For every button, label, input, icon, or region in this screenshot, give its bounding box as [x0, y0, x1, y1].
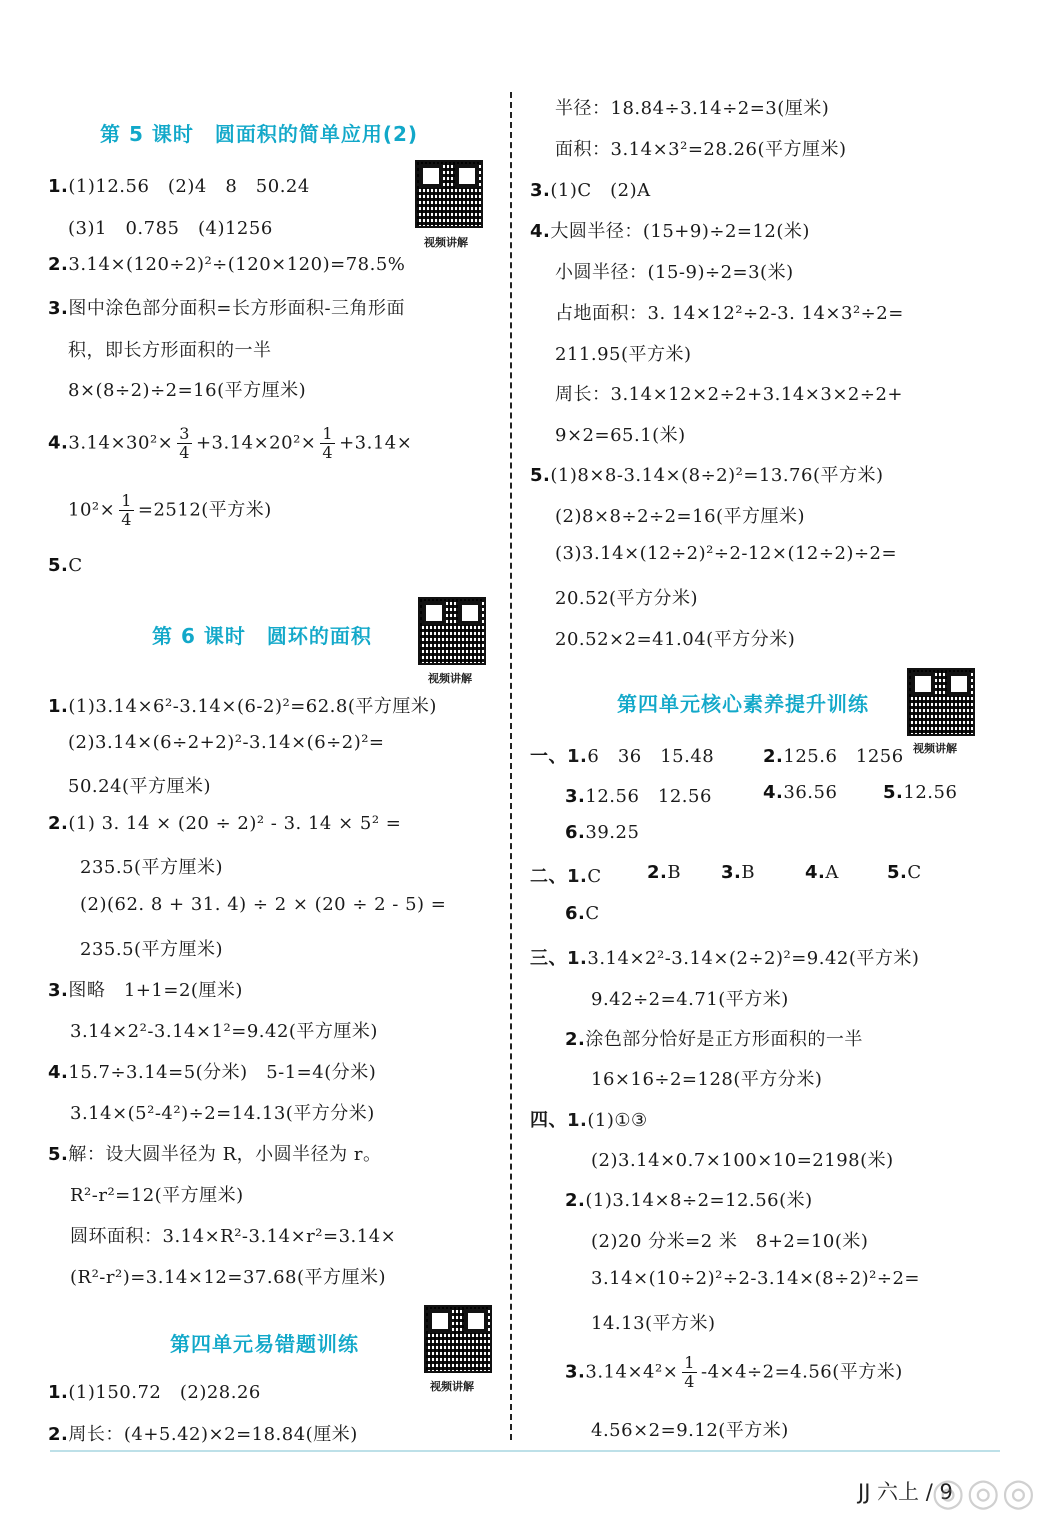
answer-line: 占地面积：3. 14×12²÷2-3. 14×3²÷2=: [555, 303, 904, 324]
answer-line: (3)3.14×(12÷2)²÷2-12×(12÷2)÷2=: [555, 543, 898, 564]
qr-code-icon[interactable]: [415, 160, 483, 228]
answer-line-fraction: 3.3.14×4²× $\frac{1}{4}$ -4×4÷2=4.56(平方米): [565, 1353, 903, 1391]
page-footer: JJ 六上 / 9: [858, 1480, 953, 1504]
answer-line: 9.42÷2=4.71(平方米): [591, 989, 789, 1010]
answer-line: 20.52×2=41.04(平方分米): [555, 629, 796, 650]
answer-line: 5.解：设大圆半径为 R，小圆半径为 r。: [48, 1144, 382, 1165]
answer-line: 2.B: [647, 862, 682, 883]
answer-line: 3.图中涂色部分面积=长方形面积-三角形面: [48, 298, 406, 319]
answer-line: 3.(1)C (2)A: [530, 180, 651, 201]
answer-line: 2.(1)3.14×8÷2=12.56(米): [565, 1190, 813, 1211]
answer-line: 小圆半径：(15-9)÷2=3(米): [555, 262, 794, 283]
answer-line: (2)3.14×0.7×100×10=2198(米): [591, 1150, 894, 1171]
section-title-error-practice: 第四单元易错题训练: [170, 1332, 359, 1356]
answer-line: 积，即长方形面积的一半: [68, 340, 272, 361]
answer-line: 3.14×(10÷2)²÷2-3.14×(8÷2)²÷2=: [591, 1268, 920, 1289]
answer-line: 4.56×2=9.12(平方米): [591, 1420, 789, 1441]
answer-line: 5.(1)8×8-3.14×(8÷2)²=13.76(平方米): [530, 465, 884, 486]
qr-label: 视频讲解: [913, 742, 957, 755]
watermark-logo: ◎◎◎: [931, 1470, 1037, 1514]
qr-label: 视频讲解: [424, 236, 468, 249]
answer-line: 2.125.6 1256: [763, 746, 904, 767]
answer-line: 3.14×2²-3.14×1²=9.42(平方厘米): [70, 1021, 378, 1042]
answer-line: 1.(1)150.72 (2)28.26: [48, 1382, 261, 1403]
answer-line: 周长：3.14×12×2÷2+3.14×3×2÷2+: [555, 384, 903, 405]
answer-line-fraction: 4.3.14×30²× $\frac{3}{4}$ +3.14×20²× $\frac{1}{4}$ +3.14×: [48, 424, 413, 462]
answer-line: 8×(8÷2)÷2=16(平方厘米): [68, 380, 307, 401]
answer-line: 4.15.7÷3.14=5(分米) 5-1=4(分米): [48, 1062, 377, 1083]
fraction: $\frac{1}{4}$: [684, 1353, 695, 1391]
answer-line: 3.图略 1+1=2(厘米): [48, 980, 243, 1001]
fraction: $\frac{1}{4}$: [322, 424, 334, 462]
answer-line: 一、1.6 36 15.48: [530, 746, 715, 767]
answer-line: 面积：3.14×3²=28.26(平方厘米): [555, 139, 847, 160]
column-divider: [510, 92, 512, 1440]
answer-line: 235.5(平方厘米): [80, 857, 224, 878]
answer-line: 50.24(平方厘米): [68, 776, 212, 797]
answer-line: 2.涂色部分恰好是正方形面积的一半: [565, 1029, 863, 1050]
answer-line: (2)8×8÷2÷2=16(平方厘米): [555, 506, 806, 527]
answer-line: 2.(1) 3. 14 × (20 ÷ 2)² - 3. 14 × 5² =: [48, 813, 402, 834]
answer-line: (3)1 0.785 (4)1256: [68, 218, 273, 239]
section-title-lesson5: 第 5 课时 圆面积的简单应用(2): [100, 122, 419, 146]
answer-line: 二、1.C: [530, 866, 602, 887]
answer-line: 5.12.56: [883, 782, 958, 803]
answer-line: (2)(62. 8 + 31. 4) ÷ 2 × (20 ÷ 2 - 5) =: [80, 894, 447, 915]
answer-line: 3.B: [721, 862, 756, 883]
answer-line: (2)3.14×(6÷2+2)²-3.14×(6÷2)²=: [68, 732, 385, 753]
answer-line: 235.5(平方厘米): [80, 939, 224, 960]
answer-line: 4.大圆半径：(15+9)÷2=12(米): [530, 221, 810, 242]
answer-line: (2)20 分米=2 米 8+2=10(米): [591, 1231, 869, 1252]
qr-code-icon[interactable]: [424, 1305, 492, 1373]
answer-line: 半径：18.84÷3.14÷2=3(厘米): [555, 98, 830, 119]
qr-code-icon[interactable]: [418, 597, 486, 665]
answer-line: 9×2=65.1(米): [555, 425, 686, 446]
qr-label: 视频讲解: [430, 1380, 474, 1393]
answer-line: 三、1.3.14×2²-3.14×(2÷2)²=9.42(平方米): [530, 948, 920, 969]
qr-label: 视频讲解: [428, 672, 472, 685]
answer-line-fraction: 10²× $\frac{1}{4}$ =2512(平方米): [68, 491, 272, 529]
qr-code-icon[interactable]: [907, 668, 975, 736]
footer-rule: [50, 1450, 1000, 1452]
answer-line: 4.A: [805, 862, 839, 883]
answer-line: 5.C: [887, 862, 922, 883]
answer-line: 1.(1)3.14×6²-3.14×(6-2)²=62.8(平方厘米): [48, 696, 437, 717]
answer-line: 6.39.25: [565, 822, 640, 843]
answer-line: R²-r²=12(平方厘米): [70, 1185, 244, 1206]
answer-line: 3.14×(5²-4²)÷2=14.13(平方分米): [70, 1103, 375, 1124]
answer-line: 3.12.56 12.56: [565, 786, 712, 807]
answer-line: 6.C: [565, 903, 600, 924]
section-title-unit4-core: 第四单元核心素养提升训练: [617, 692, 869, 716]
fraction: $\frac{3}{4}$: [179, 424, 190, 462]
section-title-lesson6: 第 6 课时 圆环的面积: [152, 624, 372, 648]
answer-line: 四、1.(1)①③: [530, 1110, 648, 1131]
answer-line: 211.95(平方米): [555, 344, 692, 365]
answer-line: 2.3.14×(120÷2)²÷(120×120)=78.5%: [48, 254, 406, 275]
answer-line: 5.C: [48, 555, 83, 576]
answer-line: (R²-r²)=3.14×12=37.68(平方厘米): [70, 1267, 387, 1288]
answer-line: 20.52(平方分米): [555, 588, 699, 609]
answer-line: 圆环面积：3.14×R²-3.14×r²=3.14×: [70, 1226, 397, 1247]
answer-line: 2.周长：(4+5.42)×2=18.84(厘米): [48, 1424, 358, 1445]
answer-line: 14.13(平方米): [591, 1313, 716, 1334]
answer-line: 1.(1)12.56 (2)4 8 50.24: [48, 176, 310, 197]
answer-line: 4.36.56: [763, 782, 838, 803]
answer-line: 16×16÷2=128(平方分米): [591, 1069, 823, 1090]
fraction: $\frac{1}{4}$: [121, 491, 132, 529]
